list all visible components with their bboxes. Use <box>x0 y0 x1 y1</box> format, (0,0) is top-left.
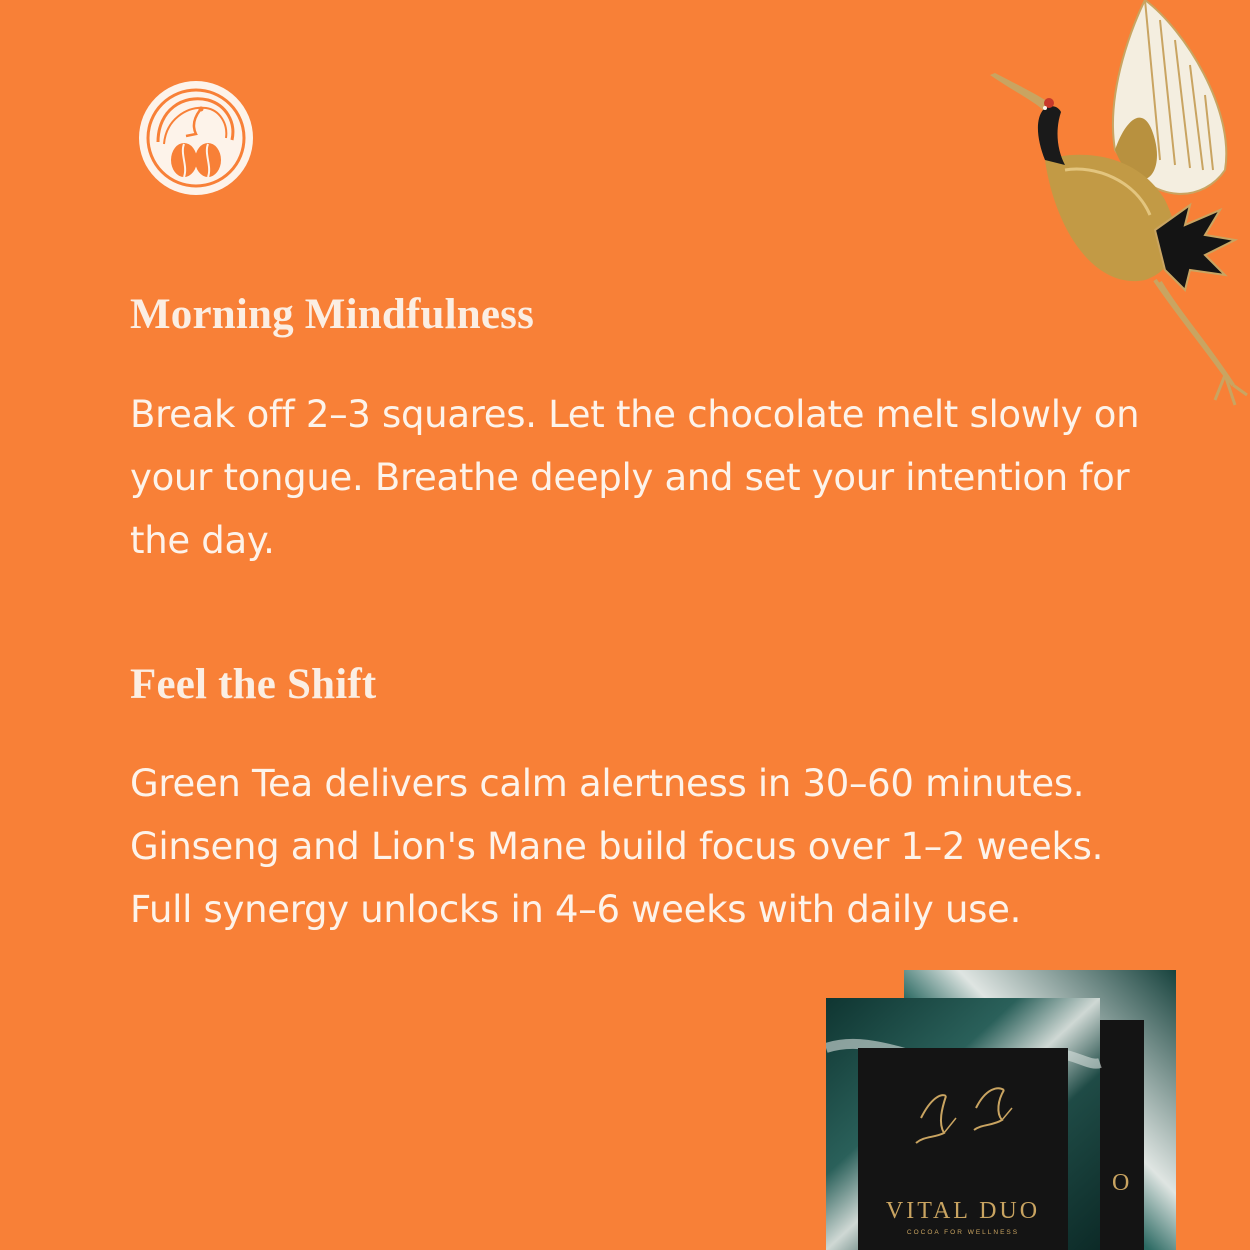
section-heading-feel-the-shift: Feel the Shift <box>130 661 377 708</box>
section-body-feel-the-shift: Green Tea delivers calm alertness in 30–60 minutes. Ginseng and Lion's Mane build focus over 1–2 weeks. Full synergy unlocks in 4–6 weeks with daily use. <box>130 762 1104 931</box>
product-tagline: COCOA FOR WELLNESS <box>906 1229 1020 1236</box>
crane-illustration <box>985 0 1250 410</box>
back-package-letter: O <box>1112 1170 1130 1196</box>
section-heading-morning-mindfulness: Morning Mindfulness <box>130 291 535 338</box>
section-body-morning-mindfulness: Break off 2–3 squares. Let the chocolate melt slowly on your tongue. Breathe deeply and set your intention for the day. <box>130 393 1140 562</box>
brand-logo-icon <box>138 80 254 196</box>
product-brand-name: VITAL DUO <box>885 1198 1041 1224</box>
product-package-image <box>826 968 1176 1250</box>
